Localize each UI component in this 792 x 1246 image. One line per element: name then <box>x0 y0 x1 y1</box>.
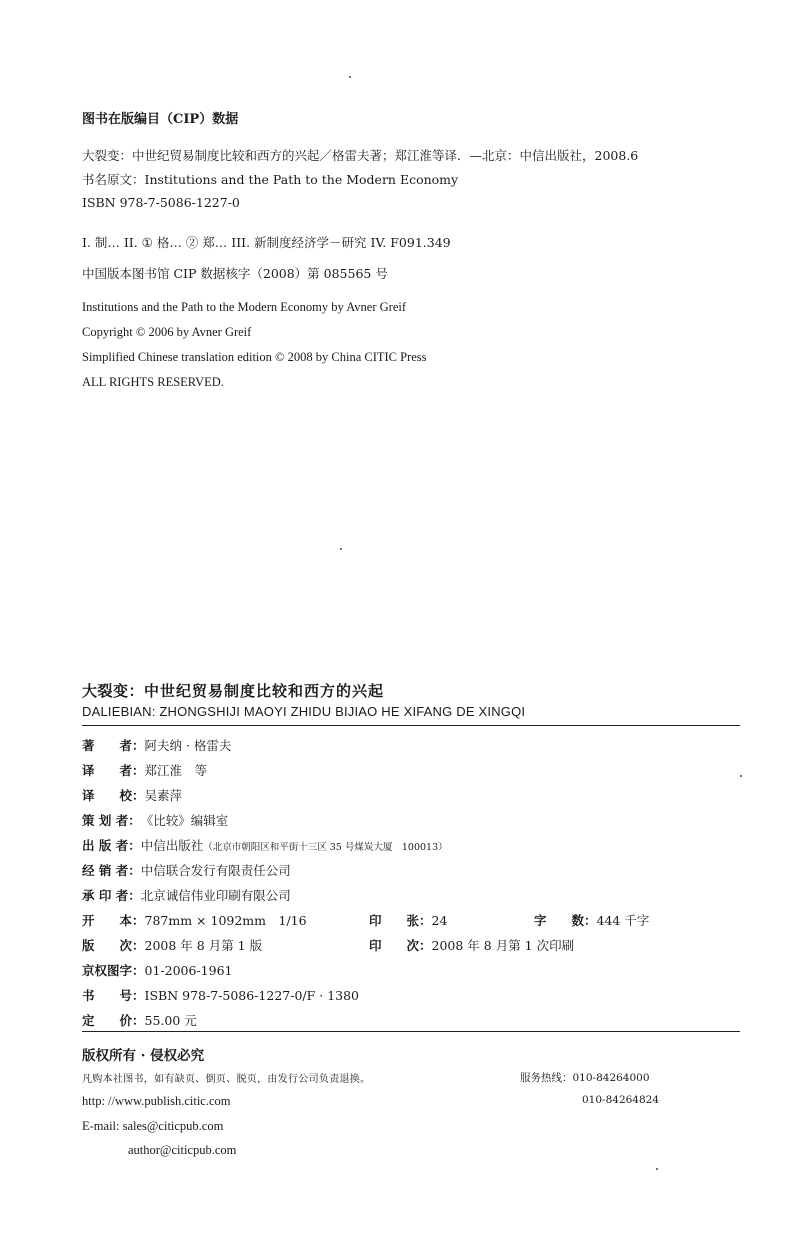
scan-speck <box>340 548 342 550</box>
license-label: 京权图字： <box>82 963 145 978</box>
words-value: 444 千字 <box>596 913 650 928</box>
proofreader-value: 吴素萍 <box>144 788 183 803</box>
book-title-main: 大裂变： <box>82 682 145 700</box>
rights-heading: 版权所有 · 侵权必究 <box>82 1048 205 1064</box>
cip-number: 中国版本图书馆 CIP 数据核字（2008）第 085565 号 <box>82 266 388 281</box>
book-number-value: ISBN 978-7-5086-1227-0/F · 1380 <box>144 988 360 1003</box>
printing-label: 印 次： <box>369 938 432 953</box>
website-link[interactable]: http: //www.publish.citic.com <box>82 1094 231 1108</box>
email-sales[interactable]: E-mail: sales@citicpub.com <box>82 1119 224 1133</box>
info-row-license <box>82 961 233 979</box>
printer-label: 承 印 者： <box>82 888 141 903</box>
info-row-format <box>82 911 307 929</box>
scan-speck <box>656 1168 658 1170</box>
rights-reserved: ALL RIGHTS RESERVED. <box>82 375 224 389</box>
translator-label: 译 者： <box>82 763 145 778</box>
divider-bottom <box>82 1031 740 1032</box>
publisher-value: 中信出版社 <box>140 838 204 853</box>
divider-top <box>82 725 740 726</box>
translation-line: Simplified Chinese translation edition © 2008 by China CITIC Press <box>82 350 427 364</box>
hotline <box>520 1070 650 1085</box>
info-row-publisher <box>82 836 448 854</box>
cip-original-title: 书名原文：Institutions and the Path to the Modern Economy <box>82 172 459 187</box>
hotline-number-2: 010-84264824 <box>582 1094 660 1106</box>
publisher-address: （北京市朝阳区和平街十三区 35 号煤炭大厦 100013） <box>203 842 448 853</box>
cip-isbn: ISBN 978-7-5086-1227-0 <box>82 195 240 210</box>
email-author[interactable]: author@citicpub.com <box>128 1143 237 1157</box>
sheets-value: 24 <box>431 913 448 928</box>
info-row-author <box>82 736 231 754</box>
proofreader-label: 译 校： <box>82 788 145 803</box>
hotline-label: 服务热线： <box>520 1072 573 1084</box>
book-number-label: 书 号： <box>82 988 145 1003</box>
info-row-sheets <box>369 911 447 929</box>
info-row-planner <box>82 811 228 829</box>
sheets-label: 印 张： <box>369 913 432 928</box>
planner-label: 策 划 者： <box>82 813 141 828</box>
hotline-number-1: 010-84264000 <box>572 1072 650 1084</box>
price-label: 定 价： <box>82 1013 145 1028</box>
book-title <box>82 680 384 701</box>
edition-label: 版 次： <box>82 938 145 953</box>
book-title-sub: 中世纪贸易制度比较和西方的兴起 <box>144 682 385 700</box>
return-notice: 凡购本社图书，如有缺页、倒页、脱页，由发行公司负责退换。 <box>82 1074 371 1085</box>
info-row-edition <box>82 936 262 954</box>
printing-value: 2008 年 8 月第 1 次印刷 <box>431 938 575 953</box>
book-title-pinyin: DALIEBIAN: ZHONGSHIJI MAOYI ZHIDU BIJIAO HE XIFANG DE XINGQI <box>82 704 526 719</box>
words-label: 字 数： <box>534 913 597 928</box>
cip-heading: 图书在版编目（CIP）数据 <box>82 112 239 127</box>
distributor-value: 中信联合发行有限责任公司 <box>140 863 291 878</box>
translator-value: 郑江淮 等 <box>144 763 208 778</box>
info-row-price <box>82 1011 197 1029</box>
copyright-line: Copyright © 2006 by Avner Greif <box>82 325 252 339</box>
info-row-words <box>534 911 649 929</box>
info-row-translator <box>82 761 207 779</box>
cip-record-line: 大裂变：中世纪贸易制度比较和西方的兴起／格雷夫著；郑江淮等译．—北京：中信出版社，2008.6 <box>82 148 639 163</box>
info-row-printer <box>82 886 291 904</box>
scan-speck <box>349 76 351 78</box>
author-value: 阿夫纳 · 格雷夫 <box>144 738 232 753</box>
scan-speck <box>740 775 742 777</box>
info-row-book-number <box>82 986 359 1004</box>
author-label: 著 者： <box>82 738 145 753</box>
format-value: 787mm × 1092mm 1/16 <box>144 913 307 928</box>
original-work-line: Institutions and the Path to the Modern Economy by Avner Greif <box>82 300 407 314</box>
publisher-label: 出 版 者： <box>82 838 141 853</box>
info-row-distributor <box>82 861 291 879</box>
planner-value: 《比较》编辑室 <box>140 813 229 828</box>
printer-value: 北京诚信伟业印刷有限公司 <box>140 888 291 903</box>
price-value: 55.00 元 <box>144 1013 197 1028</box>
format-label: 开 本： <box>82 913 145 928</box>
info-row-printing <box>369 936 574 954</box>
edition-value: 2008 年 8 月第 1 版 <box>144 938 263 953</box>
cip-classification: I. 制… II. ① 格… ② 郑… III. 新制度经济学－研究 IV. F091.349 <box>82 235 451 250</box>
info-row-proofreader <box>82 786 182 804</box>
license-value: 01-2006-1961 <box>144 963 233 978</box>
distributor-label: 经 销 者： <box>82 863 141 878</box>
